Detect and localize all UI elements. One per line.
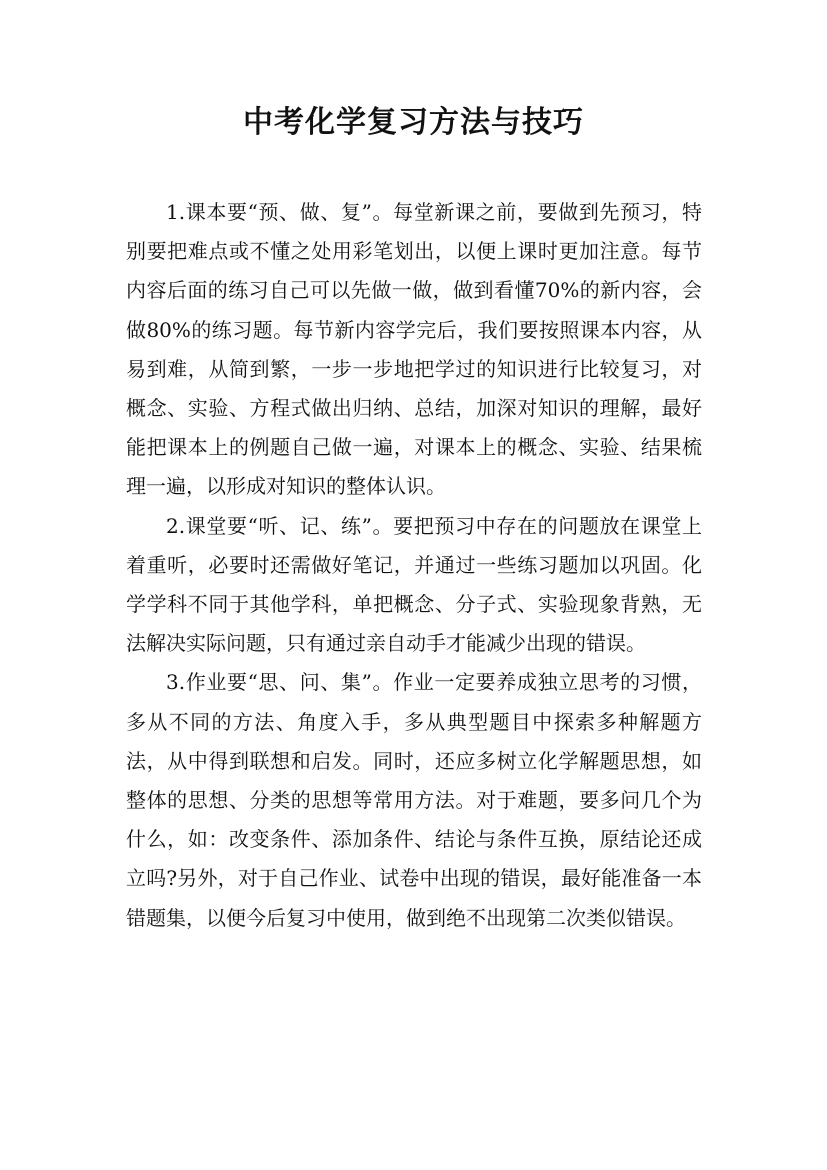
paragraph-2: 2.课堂要“听、记、练”。要把预习中存在的问题放在课堂上着重听，必要时还需做好笔记，并通过一些练习题加以巩固。化学学科不同于其他学科，单把概念、分子式、实验现象背熟，无法解决实际问题，只有通过亲自动手才能减少出现的错误。 <box>126 513 702 656</box>
paragraph-1: 1.课本要“预、做、复”。每堂新课之前，要做到先预习，特别要把难点或不懂之处用彩笔划出，以便上课时更加注意。每节内容后面的练习自己可以先做一做，做到看懂70%的新内容，会做80%的练习题。每节新内容学完后，我们要按照课本内容，从易到难，从简到繁，一步一步地把学过的知识进行比较复习，对概念、实验、方程式做出归纳、总结，加深对知识的理解，最好能把课本上的例题自己做一遍，对课本上的概念、实验、结果梳理一遍，以形成对知识的整体认识。 <box>126 200 702 499</box>
document-title: 中考化学复习方法与技巧 <box>243 105 584 140</box>
paragraph-3: 3.作业要“思、问、集”。作业一定要养成独立思考的习惯，多从不同的方法、角度入手，多从典型题目中探索多种解题方法，从中得到联想和启发。同时，还应多树立化学解题思想，如整体的思想、分类的思想等常用方法。对于难题，要多问几个为什么，如：改变条件、添加条件、结论与条件互换，原结论还成立吗?另外，对于自己作业、试卷中出现的错误，最好能准备一本错题集，以便今后复习中使用，做到绝不出现第二次类似错误。 <box>126 670 702 930</box>
document-body <box>126 193 702 938</box>
